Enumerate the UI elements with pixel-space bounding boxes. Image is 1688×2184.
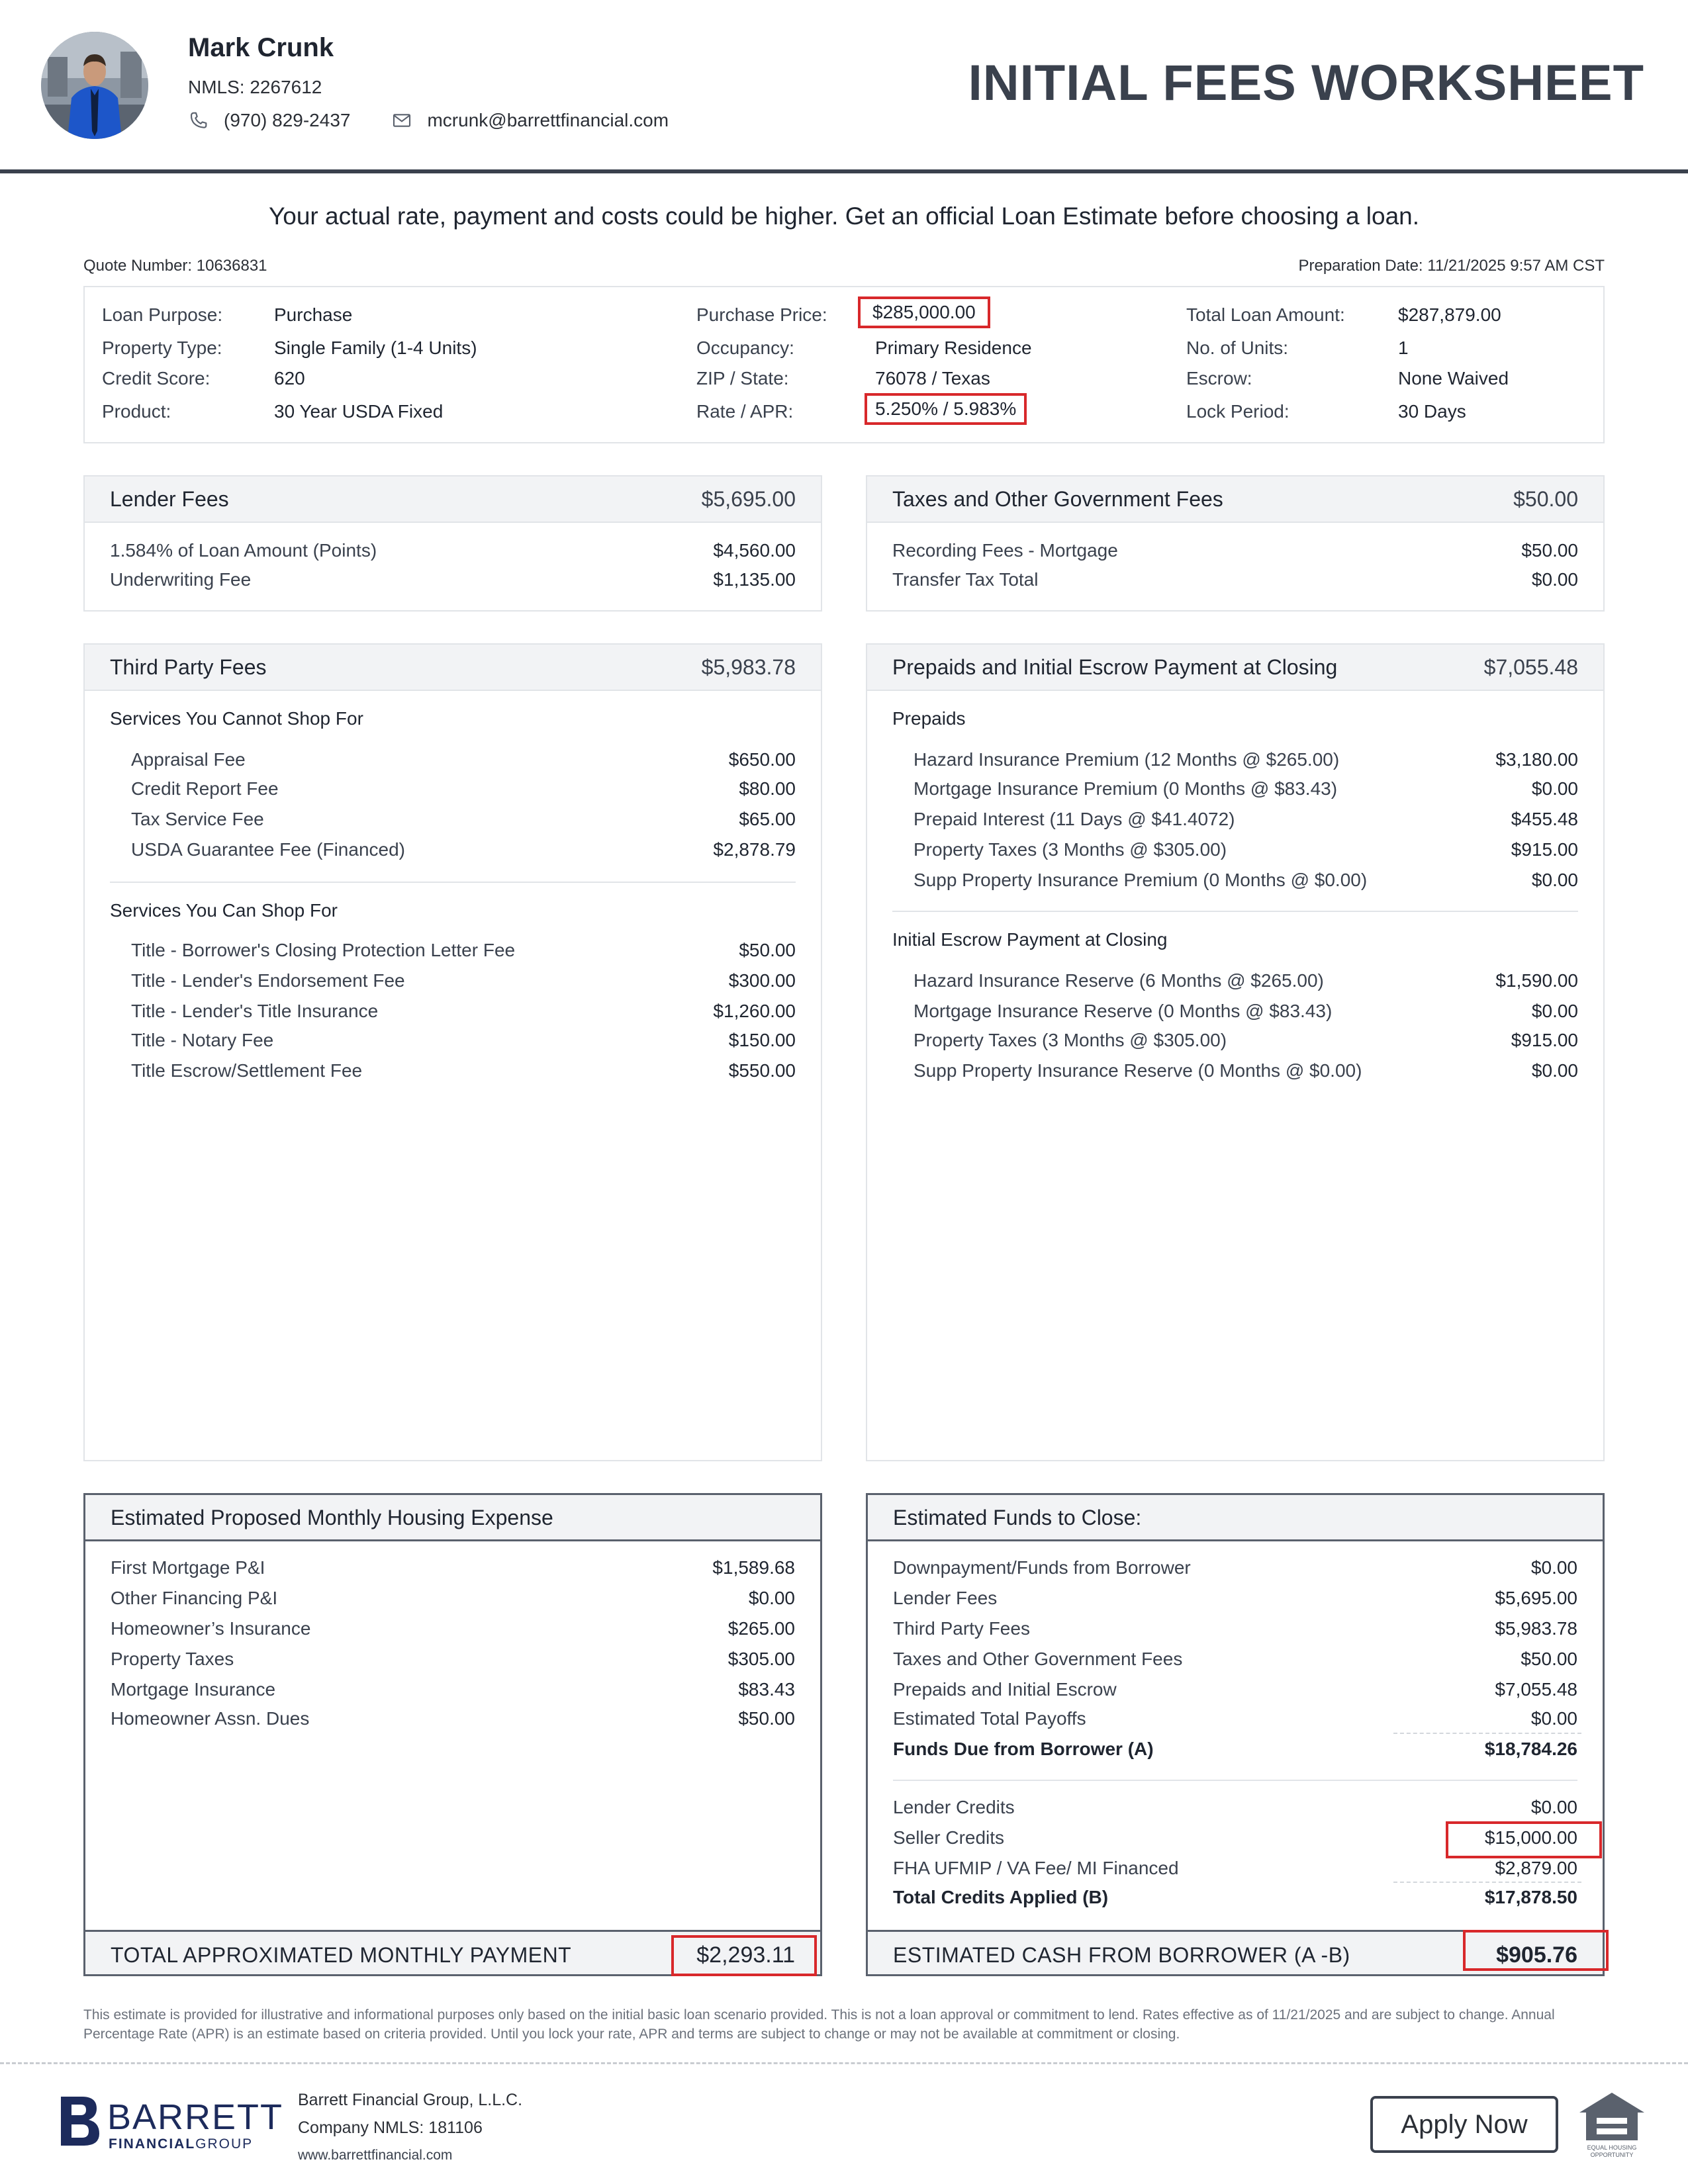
equal-housing-logo <box>1577 2090 1647 2159</box>
company-info <box>298 2086 522 2169</box>
zip-state-value: 76078 / Texas <box>875 368 990 388</box>
prepaids-escrow-panel <box>866 643 1605 1461</box>
divider <box>110 882 796 883</box>
funds-to-close-header <box>868 1495 1603 1541</box>
lock-period-label: Lock Period: <box>1186 401 1289 422</box>
company-website[interactable]: www.barrettfinancial.com <box>298 2148 453 2163</box>
list-item: Taxes and Other Government Fees $50.00 <box>893 1649 1577 1669</box>
list-item: Tax Service Fee $65.00 <box>131 809 796 829</box>
equal-housing-icon <box>1577 2090 1647 2159</box>
third-party-fees-total: $5,983.78 <box>701 655 796 679</box>
zip-state-label: ZIP / State: <box>696 368 789 388</box>
list-item: Prepaids and Initial Escrow $7,055.48 <box>893 1679 1577 1700</box>
lender-fees-header <box>85 477 821 523</box>
list-item: Title Escrow/Settlement Fee $550.00 <box>131 1060 796 1081</box>
escrow-value: None Waived <box>1398 368 1509 388</box>
list-item: Underwriting Fee $1,135.00 <box>110 569 796 590</box>
list-item: Seller Credits $15,000.00 <box>893 1827 1577 1848</box>
company-nmls: Company NMLS: 181106 <box>298 2118 483 2137</box>
list-item: Recording Fees - Mortgage $50.00 <box>892 540 1578 561</box>
funds-due-row: Funds Due from Borrower (A) $18,784.26 <box>893 1739 1577 1759</box>
brand-name: BARRETT <box>107 2097 284 2137</box>
monthly-expense-title: Estimated Proposed Monthly Housing Expense <box>111 1506 553 1529</box>
total-loan-amount-value: $287,879.00 <box>1398 304 1501 325</box>
apply-now-button[interactable]: Apply Now <box>1370 2096 1558 2153</box>
page-header <box>0 0 1688 173</box>
page-title: INITIAL FEES WORKSHEET <box>968 55 1644 111</box>
list-item: Title - Notary Fee $150.00 <box>131 1030 796 1050</box>
loan-purpose-value: Purchase <box>274 304 353 325</box>
barrett-b-icon <box>58 2094 102 2148</box>
lender-fees-title: Lender Fees <box>110 487 229 511</box>
credit-score-value: 620 <box>274 368 305 388</box>
third-party-fees-title: Third Party Fees <box>110 655 267 679</box>
footer-divider <box>0 2062 1688 2064</box>
prepaids-heading: Prepaids <box>892 708 966 729</box>
list-item: Appraisal Fee $650.00 <box>131 749 796 770</box>
list-item: Property Taxes $305.00 <box>111 1649 795 1669</box>
subtotal-rule <box>1393 1733 1581 1734</box>
escrow-heading: Initial Escrow Payment at Closing <box>892 929 1168 950</box>
subtotal-rule <box>1393 1882 1581 1883</box>
estimated-cash-label: ESTIMATED CASH FROM BORROWER (A -B) <box>893 1943 1350 1967</box>
list-item: Supp Property Insurance Premium (0 Months @ $0.00) $0.00 <box>914 870 1578 890</box>
taxes-fees-title: Taxes and Other Government Fees <box>892 487 1223 511</box>
list-item: Mortgage Insurance Premium (0 Months @ $83.43) $0.00 <box>914 778 1578 799</box>
lender-fees-total: $5,695.00 <box>701 487 796 511</box>
phone-icon <box>188 110 209 131</box>
list-item: Third Party Fees $5,983.78 <box>893 1618 1577 1639</box>
occupancy-value: Primary Residence <box>875 338 1032 358</box>
can-shop-heading: Services You Can Shop For <box>110 900 338 921</box>
preparation-date: Preparation Date: 11/21/2025 9:57 AM CST <box>1298 257 1605 275</box>
highlight-box <box>671 1935 817 1976</box>
total-credits-row: Total Credits Applied (B) $17,878.50 <box>893 1887 1577 1907</box>
divider <box>893 1780 1577 1781</box>
list-item: USDA Guarantee Fee (Financed) $2,878.79 <box>131 839 796 860</box>
brand-subtitle: FINANCIALGROUP <box>109 2136 254 2152</box>
email-group <box>391 110 669 131</box>
cannot-shop-heading: Services You Cannot Shop For <box>110 708 363 729</box>
rate-apr-value: 5.250% / 5.983% <box>867 396 1024 422</box>
list-item: Transfer Tax Total $0.00 <box>892 569 1578 590</box>
taxes-fees-total: $50.00 <box>1513 487 1578 511</box>
total-loan-amount-label: Total Loan Amount: <box>1186 304 1345 325</box>
taxes-fees-header <box>867 477 1603 523</box>
purchase-price-label: Purchase Price: <box>696 304 827 325</box>
divider <box>892 911 1578 912</box>
list-item: Lender Fees $5,695.00 <box>893 1588 1577 1608</box>
avatar <box>41 32 148 139</box>
prepaids-total: $7,055.48 <box>1483 655 1578 679</box>
units-value: 1 <box>1398 338 1409 358</box>
list-item: Estimated Total Payoffs $0.00 <box>893 1708 1577 1729</box>
purchase-price-value: $285,000.00 <box>861 299 988 326</box>
list-item: Property Taxes (3 Months @ $305.00) $915.00 <box>914 839 1578 860</box>
taxes-fees-panel <box>866 475 1605 612</box>
list-item: Title - Lender's Title Insurance $1,260.00 <box>131 1001 796 1021</box>
prepaids-header <box>867 645 1603 691</box>
monthly-expense-panel <box>83 1493 822 1933</box>
list-item: Prepaid Interest (11 Days @ $41.4072) $455.48 <box>914 809 1578 829</box>
loan-summary <box>83 286 1605 443</box>
loan-purpose-label: Loan Purpose: <box>102 304 223 325</box>
email-icon <box>391 110 412 131</box>
company-name: Barrett Financial Group, L.L.C. <box>298 2091 523 2109</box>
funds-to-close-panel <box>866 1493 1605 1933</box>
list-item: First Mortgage P&I $1,589.68 <box>111 1557 795 1578</box>
list-item: Mortgage Insurance $83.43 <box>111 1679 795 1700</box>
list-item: Mortgage Insurance Reserve (0 Months @ $83.43) $0.00 <box>914 1001 1578 1021</box>
list-item: Hazard Insurance Reserve (6 Months @ $265.00) $1,590.00 <box>914 970 1578 991</box>
email-address[interactable]: mcrunk@barrettfinancial.com <box>427 110 669 130</box>
estimated-cash-value: $905.76 <box>1496 1942 1577 1968</box>
list-item: Homeowner’s Insurance $265.00 <box>111 1618 795 1639</box>
list-item: FHA UFMIP / VA Fee/ MI Financed $2,879.00 <box>893 1858 1577 1878</box>
property-type-value: Single Family (1-4 Units) <box>274 338 477 358</box>
barrett-logo <box>58 2094 284 2152</box>
property-type-label: Property Type: <box>102 338 222 358</box>
credit-score-label: Credit Score: <box>102 368 211 388</box>
eho-text-2: OPPORTUNITY <box>1590 2152 1634 2158</box>
fine-print-disclaimer: This estimate is provided for illustrative and informational purposes only based on the initial basic loan scenario provided. This is not a loan approval or commitment to lend. Rates effective as of 11/21/2025 and are subject to change. Annual Percentage Rate (APR) is an estimate based on criteria provided. Until you lock your rate, APR and terms are subject to change or may not be available at commitment or closing. <box>83 2007 1555 2042</box>
loan-estimate-disclaimer: Your actual rate, payment and costs could be higher. Get an official Loan Estimate before choosing a loan. <box>268 203 1420 230</box>
list-item: Other Financing P&I $0.00 <box>111 1588 795 1608</box>
list-item: Title - Lender's Endorsement Fee $300.00 <box>131 970 796 991</box>
list-item: Property Taxes (3 Months @ $305.00) $915.00 <box>914 1030 1578 1050</box>
list-item: Homeowner Assn. Dues $50.00 <box>111 1708 795 1729</box>
eho-text-1: EQUAL HOUSING <box>1587 2144 1637 2151</box>
list-item: Hazard Insurance Premium (12 Months @ $265.00) $3,180.00 <box>914 749 1578 770</box>
units-label: No. of Units: <box>1186 338 1289 358</box>
prepaids-title: Prepaids and Initial Escrow Payment at Closing <box>892 655 1338 679</box>
monthly-expense-header <box>85 1495 820 1541</box>
funds-to-close-title: Estimated Funds to Close: <box>893 1506 1142 1529</box>
loan-officer-photo <box>41 32 148 139</box>
occupancy-label: Occupancy: <box>696 338 794 358</box>
quote-number: Quote Number: 10636831 <box>83 257 267 275</box>
third-party-fees-header <box>85 645 821 691</box>
rate-apr-label: Rate / APR: <box>696 401 794 422</box>
list-item: 1.584% of Loan Amount (Points) $4,560.00 <box>110 540 796 561</box>
highlight-box <box>1463 1930 1609 1971</box>
highlight-box <box>1446 1821 1602 1858</box>
loan-officer-nmls: NMLS: 2267612 <box>188 77 322 97</box>
loan-officer-name: Mark Crunk <box>188 33 334 62</box>
contact-row <box>188 110 669 131</box>
escrow-label: Escrow: <box>1186 368 1252 388</box>
phone-number[interactable]: (970) 829-2437 <box>224 110 351 130</box>
list-item: Lender Credits $0.00 <box>893 1797 1577 1817</box>
lock-period-value: 30 Days <box>1398 401 1466 422</box>
lender-fees-panel <box>83 475 822 612</box>
total-monthly-payment-label: TOTAL APPROXIMATED MONTHLY PAYMENT <box>111 1943 572 1967</box>
list-item: Credit Report Fee $80.00 <box>131 778 796 799</box>
list-item: Downpayment/Funds from Borrower $0.00 <box>893 1557 1577 1578</box>
product-label: Product: <box>102 401 171 422</box>
list-item: Supp Property Insurance Reserve (0 Months @ $0.00) $0.00 <box>914 1060 1578 1081</box>
total-monthly-payment-value: $2,293.11 <box>696 1942 795 1968</box>
third-party-fees-panel <box>83 643 822 1461</box>
list-item: Title - Borrower's Closing Protection Letter Fee $50.00 <box>131 940 796 960</box>
product-value: 30 Year USDA Fixed <box>274 401 444 422</box>
